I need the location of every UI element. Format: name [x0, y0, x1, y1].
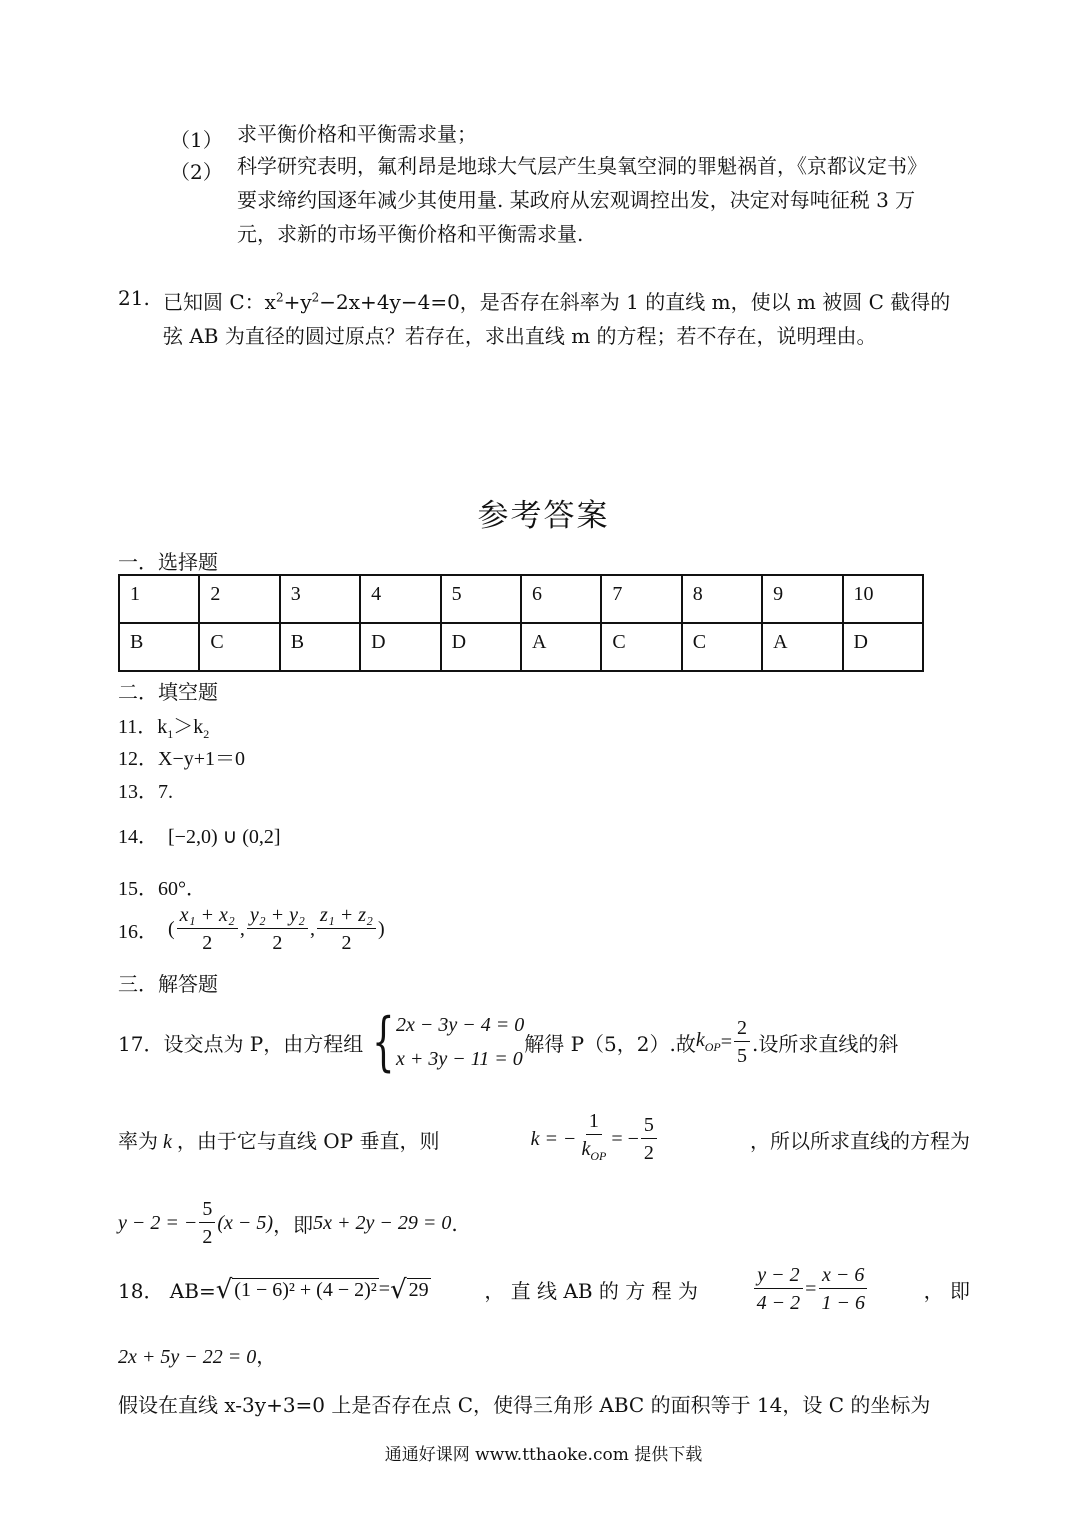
section-solution-heading: 三．解答题 — [118, 972, 218, 996]
q18-line2-tail: ， — [256, 1344, 277, 1368]
table-cell-answer: D — [360, 623, 440, 671]
sqrt-icon: √ — [390, 1274, 407, 1305]
q20-sub2-number: （2） — [170, 160, 223, 184]
q17-line2-b: ，由于它与直线 OP 垂直，则 — [176, 1128, 440, 1153]
table-cell-answer: C — [601, 623, 681, 671]
answer-11-number: 11． — [118, 716, 158, 738]
answer-16-comma-2: , — [309, 918, 315, 940]
table-row-answers — [119, 623, 923, 671]
q18-line-equation — [752, 1262, 870, 1317]
sqrt-icon: √ — [215, 1274, 233, 1305]
table-row-numbers — [119, 575, 923, 623]
q18-ab-length — [118, 1275, 431, 1305]
table-cell-answer: C — [199, 623, 279, 671]
q17-frac4-numerator: 5 — [199, 1196, 215, 1223]
answer-14 — [118, 820, 281, 849]
q17-line2-a: 率为 — [118, 1128, 158, 1153]
q18-fr2-denominator: 1 − 6 — [821, 1292, 865, 1314]
answer-16-close-paren: ) — [377, 918, 385, 940]
q17-frac2-numerator: 1 — [586, 1108, 602, 1135]
q17-line2-c: ，所以所求直线的方程为 — [749, 1128, 970, 1153]
answer-16-fraction-z — [317, 902, 376, 957]
q17-equation-system — [396, 1008, 524, 1076]
q17-kop-sub: OP — [704, 1040, 721, 1054]
q17-tail1: .设所求直线的斜 — [752, 1031, 899, 1056]
q17-line2-math — [531, 1108, 659, 1170]
q17-frac1-numerator: 2 — [734, 1015, 750, 1042]
q18-lead: 18． AB= — [118, 1279, 216, 1303]
q17-frac1-denominator: 5 — [737, 1044, 748, 1067]
answer-15: 15．60°． — [118, 878, 206, 900]
q21-line2: 弦 AB 为直径的圆过原点？若存在，求出直线 m 的方程；若不存在，说明理由。 — [163, 324, 877, 348]
q17-fraction-slope — [734, 1015, 750, 1070]
table-cell-answer: C — [682, 623, 762, 671]
table-cell-number: 1 — [119, 575, 199, 623]
table-cell-answer: A — [762, 623, 842, 671]
answer-16-comma-1: , — [239, 918, 245, 940]
table-cell-number: 6 — [521, 575, 601, 623]
q17-k-symbol: k — [158, 1130, 177, 1153]
q17-frac3-numerator: 5 — [641, 1112, 657, 1139]
q17-frac2-denominator — [578, 1135, 609, 1170]
answer-16-fraction-y — [247, 902, 308, 957]
table-cell-number: 5 — [441, 575, 521, 623]
q17-equation-1: 2x − 3y − 4 = 0 — [395, 1014, 525, 1036]
q18-fr1-numerator: y − 2 — [754, 1262, 802, 1289]
q17-line3-e: . — [451, 1211, 458, 1236]
answer-13: 13．7. — [118, 781, 173, 803]
q18-mid-text: ， 直 线 AB 的 方 程 为 — [484, 1279, 698, 1303]
q17-kop — [696, 1029, 721, 1055]
table-cell-number: 8 — [682, 575, 762, 623]
q18-equals: = — [378, 1278, 391, 1300]
q17-fraction-inverse — [578, 1108, 609, 1170]
q17-line3-d: 5x + 2y − 29 = 0 — [313, 1212, 452, 1234]
answer-16-y-denominator: 2 — [272, 932, 283, 954]
table-cell-answer: D — [843, 623, 923, 671]
answer-11-k1: k — [157, 716, 168, 738]
answer-16-fraction-x — [177, 902, 238, 957]
answers-title: 参考答案 — [477, 498, 610, 534]
answer-16-x-numerator: x₁ + x₂ — [177, 902, 238, 929]
answer-16-z-numerator: z₁ + z₂ — [317, 902, 376, 929]
q17-frac2-sub: OP — [590, 1149, 607, 1163]
q17-line3-b: (x − 5) — [217, 1212, 274, 1234]
table-cell-answer: A — [521, 623, 601, 671]
q21-line1-a: 已知圆 C：x — [163, 290, 276, 314]
q21-sup1: 2 — [275, 290, 284, 305]
table-cell-answer: B — [119, 623, 199, 671]
q18-radicand-1: (1 − 6)² + (4 − 2)² — [234, 1278, 377, 1301]
q20-sub1-text: 求平衡价格和平衡需求量； — [237, 122, 477, 146]
answer-16-z-denominator: 2 — [341, 932, 352, 954]
q17-line3-c: ，即 — [273, 1213, 314, 1237]
table-cell-number: 9 — [762, 575, 842, 623]
table-cell-number: 3 — [280, 575, 360, 623]
q18-line2 — [118, 1340, 276, 1369]
section-fill-heading: 二．填空题 — [118, 680, 218, 704]
q20-sub2-line2: 要求缔约国逐年减少其使用量. 某政府从宏观调控出发，决定对每吨征税 3 万 — [237, 188, 916, 212]
q17-line2 — [118, 1108, 970, 1170]
q17-line2-k: k = − — [530, 1127, 577, 1150]
q21-line1 — [163, 286, 950, 315]
q20-sub2-line1: 科学研究表明，氟利昂是地球大气层产生臭氧空洞的罪魁祸首，《京都议定书》 — [237, 154, 927, 178]
q17-lead: 17．设交点为 P，由方程组 — [118, 1031, 364, 1056]
q21-line1-c: −2x+4y−4=0，是否存在斜率为 1 的直线 m，使以 m 被圆 C 截得的 — [319, 290, 951, 314]
q18-line-result: 2x + 5y − 22 = 0 — [118, 1346, 257, 1368]
answer-14-value: [−2,0) ∪ (0,2] — [168, 826, 281, 848]
q17-line3 — [118, 1196, 458, 1251]
section-choice-heading: 一．选择题 — [118, 550, 218, 574]
q18-line3: 假设在直线 x-3y+3=0 上是否存在点 C，使得三角形 ABC 的面积等于 14，设 C 的坐标为 — [118, 1393, 931, 1417]
q21-sup2: 2 — [311, 290, 320, 305]
q21-number: 21. — [118, 286, 150, 310]
q17-equals: = — [720, 1030, 733, 1053]
q17-fraction-line — [199, 1196, 215, 1251]
answer-16 — [118, 902, 385, 957]
q17-frac3-denominator: 2 — [643, 1141, 654, 1164]
answer-11-sub1: 1 — [167, 727, 174, 741]
table-cell-answer: B — [280, 623, 360, 671]
q18-fr2-numerator: x − 6 — [819, 1262, 867, 1289]
answer-14-number: 14． — [118, 826, 158, 848]
q18-fraction-y — [754, 1262, 804, 1317]
q20-sub2-line3: 元，求新的市场平衡价格和平衡需求量. — [237, 222, 584, 246]
q18-radicand-2: 29 — [408, 1278, 429, 1301]
table-cell-number: 2 — [199, 575, 279, 623]
answer-12: 12．X−y+1＝0 — [118, 748, 246, 770]
answer-16-y-numerator: y₂ + y₂ — [247, 902, 308, 929]
q17-line3-a: y − 2 = − — [118, 1212, 198, 1234]
q18-line1 — [118, 1262, 970, 1317]
answer-11 — [118, 710, 209, 742]
footer-credit: 通通好课网 www.tthaoke.com 提供下载 — [384, 1445, 703, 1465]
answer-16-open-paren: ( — [168, 918, 175, 940]
q17-fraction-slope-perp — [641, 1112, 657, 1167]
system-brace-icon: { — [372, 1005, 395, 1079]
q17-frac4-denominator: 2 — [202, 1226, 213, 1248]
q18-fraction-x — [818, 1262, 868, 1317]
q18-equals-2: = — [805, 1278, 817, 1300]
q21-line1-b: +y — [283, 290, 312, 314]
table-cell-answer: D — [441, 623, 521, 671]
answer-11-gt: ＞k — [173, 716, 204, 738]
q17-line2-left — [118, 1125, 439, 1154]
q17-equation-2: x + 3y − 11 = 0 — [395, 1048, 523, 1070]
table-cell-number: 4 — [360, 575, 440, 623]
answer-11-sub2: 2 — [203, 727, 210, 741]
q17-frac2-k: k — [581, 1138, 591, 1160]
q18-tail: ， 即 — [923, 1279, 970, 1303]
answer-16-number: 16． — [118, 921, 158, 943]
choice-answer-table — [118, 574, 924, 672]
answer-16-x-denominator: 2 — [202, 932, 213, 954]
q17-kop-k: k — [695, 1029, 705, 1051]
q17-solve-text: 解得 P（5，2）.故 — [524, 1031, 696, 1056]
q18-fr1-denominator: 4 − 2 — [756, 1292, 801, 1314]
table-cell-number: 10 — [843, 575, 923, 623]
q17-line2-equals: = − — [611, 1127, 639, 1150]
q17-line1 — [118, 1005, 970, 1079]
table-cell-number: 7 — [601, 575, 681, 623]
q20-sub1-number: （1） — [170, 128, 223, 152]
